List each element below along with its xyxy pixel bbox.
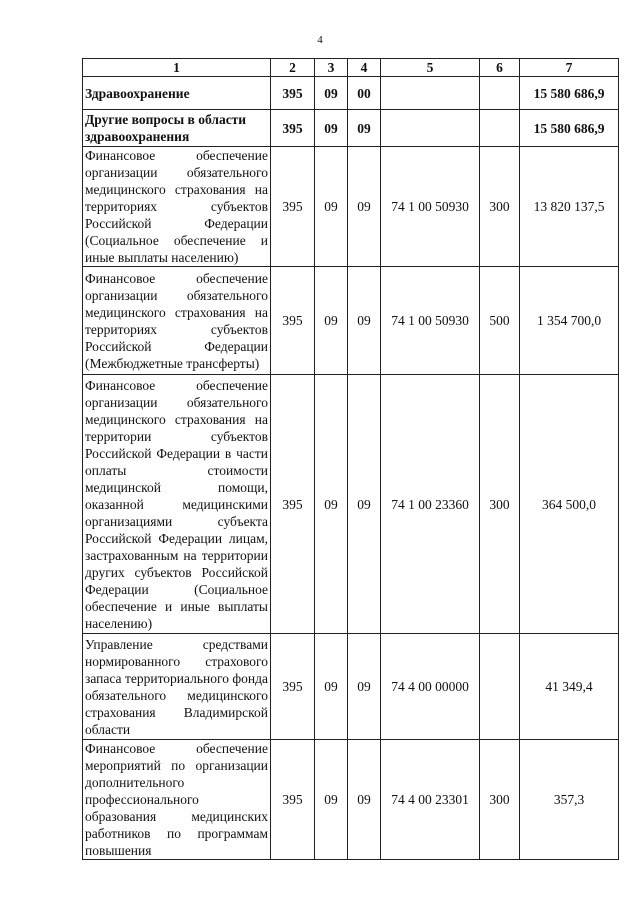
row-c3: 09	[315, 375, 348, 634]
table-row	[83, 77, 619, 110]
row-amount: 15 580 686,9	[520, 110, 619, 147]
row-amount: 41 349,4	[520, 634, 619, 740]
row-c5: 74 4 00 00000	[381, 634, 480, 740]
row-c4: 09	[348, 147, 381, 267]
row-c3: 09	[315, 110, 348, 147]
row-c4: 09	[348, 740, 381, 860]
column-header: 5	[381, 59, 480, 77]
row-name: Финансовое обеспечение организации обязательного медицинского страхования на территориях субъектов Российской Федерации (Межбюджетные трансферты)	[83, 267, 271, 375]
row-c3: 09	[315, 267, 348, 375]
row-c5: 74 1 00 50930	[381, 267, 480, 375]
row-c2: 395	[271, 375, 315, 634]
row-c3: 09	[315, 740, 348, 860]
row-c6	[480, 110, 520, 147]
table-row	[83, 147, 619, 267]
row-c6	[480, 634, 520, 740]
row-c2: 395	[271, 267, 315, 375]
table-row	[83, 267, 619, 375]
row-c6: 300	[480, 375, 520, 634]
row-c5: 74 1 00 50930	[381, 147, 480, 267]
row-name: Управление средствами нормированного страхового запаса территориального фонда обязательного медицинского страхования Владимирской области	[83, 634, 271, 740]
row-c3: 09	[315, 147, 348, 267]
row-c4: 09	[348, 110, 381, 147]
row-c6: 300	[480, 740, 520, 860]
row-c6	[480, 77, 520, 110]
row-c2: 395	[271, 147, 315, 267]
row-c5	[381, 77, 480, 110]
row-name: Другие вопросы в области здравоохранения	[83, 110, 271, 147]
row-c6: 500	[480, 267, 520, 375]
row-amount: 1 354 700,0	[520, 267, 619, 375]
row-amount: 357,3	[520, 740, 619, 860]
row-c5	[381, 110, 480, 147]
row-c2: 395	[271, 634, 315, 740]
table-row	[83, 634, 619, 740]
table-row	[83, 110, 619, 147]
row-c3: 09	[315, 634, 348, 740]
row-c2: 395	[271, 77, 315, 110]
column-header: 1	[83, 59, 271, 77]
column-header: 7	[520, 59, 619, 77]
row-c5: 74 4 00 23301	[381, 740, 480, 860]
column-header: 3	[315, 59, 348, 77]
row-name: Финансовое обеспечение мероприятий по организации дополнительного профессионального образования медицинских работников по программам повышения	[83, 740, 271, 860]
row-c4: 00	[348, 77, 381, 110]
row-c2: 395	[271, 740, 315, 860]
row-c3: 09	[315, 77, 348, 110]
table-row	[83, 375, 619, 634]
row-name: Финансовое обеспечение организации обязательного медицинского страхования на территориях субъектов Российской Федерации (Социальное обеспечение и иные выплаты населению)	[83, 147, 271, 267]
row-amount: 13 820 137,5	[520, 147, 619, 267]
page-number: 4	[317, 34, 323, 46]
row-name: Финансовое обеспечение организации обязательного медицинского страхования на территории субъектов Российской Федерации в части оплаты стоимости медицинской помощи, оказанной медицинскими организациями субъекта Российской Федерации лицам, застрахованным на территории других субъектов Российской Федерации (Социальное обеспечение и иные выплаты населению)	[83, 375, 271, 634]
row-name: Здравоохранение	[83, 77, 271, 110]
table-row	[83, 740, 619, 860]
row-c4: 09	[348, 634, 381, 740]
row-amount: 364 500,0	[520, 375, 619, 634]
budget-table	[82, 58, 619, 860]
column-header: 6	[480, 59, 520, 77]
row-c4: 09	[348, 267, 381, 375]
row-amount: 15 580 686,9	[520, 77, 619, 110]
row-c6: 300	[480, 147, 520, 267]
column-header: 4	[348, 59, 381, 77]
row-c4: 09	[348, 375, 381, 634]
row-c2: 395	[271, 110, 315, 147]
column-header: 2	[271, 59, 315, 77]
table-header-row	[83, 59, 619, 77]
row-c5: 74 1 00 23360	[381, 375, 480, 634]
